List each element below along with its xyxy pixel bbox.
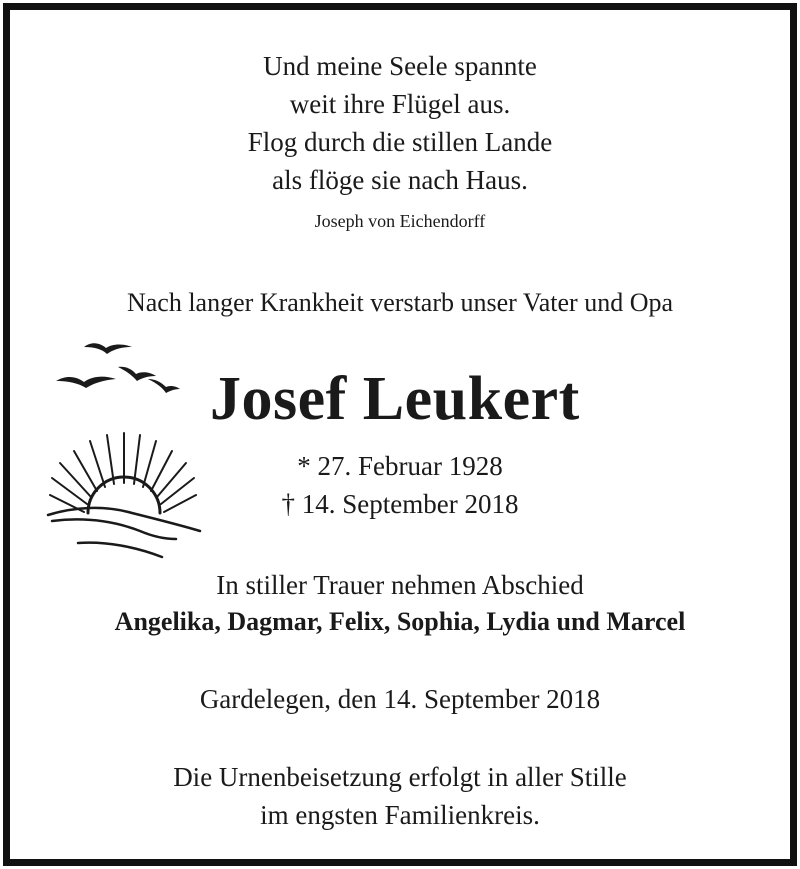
intro-text: Nach langer Krankheit verstarb unser Vater und Opa — [126, 288, 674, 317]
poem-line-2: weit ihre Flügel aus. — [289, 89, 511, 119]
closing-line-2: im engsten Familienkreis. — [260, 800, 540, 830]
mourner-names: Angelika, Dagmar, Felix, Sophia, Lydia und Marcel — [114, 607, 686, 636]
poem-line-4: als flöge sie nach Haus. — [272, 165, 528, 195]
closing-line-1: Die Urnenbeisetzung erfolgt in aller Stille — [173, 762, 627, 792]
poem-line-3: Flog durch die stillen Lande — [247, 127, 553, 157]
deceased-name: Josef Leukert — [210, 365, 580, 433]
place-date: Gardelegen, den 14. September 2018 — [199, 684, 601, 714]
poem-author: Joseph von Eichendorff — [314, 211, 486, 231]
birds-and-sunset-icon — [44, 335, 204, 560]
death-date: † 14. September 2018 — [281, 489, 519, 519]
obituary-frame — [3, 3, 797, 866]
poem-line-1: Und meine Seele spannte — [263, 51, 537, 81]
mourning-line: In stiller Trauer nehmen Abschied — [216, 570, 584, 600]
birth-date: * 27. Februar 1928 — [297, 451, 503, 481]
